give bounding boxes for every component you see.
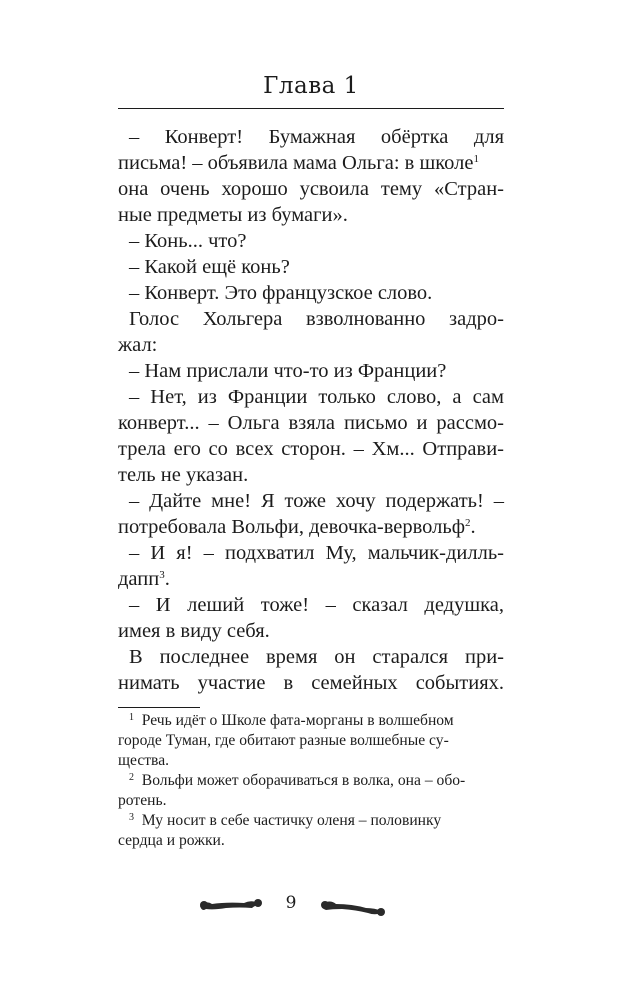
right-ornament-icon <box>318 890 388 920</box>
left-ornament-icon <box>196 890 266 920</box>
footnote-mark: 3 <box>129 812 134 823</box>
text-line-content: жал: <box>118 334 158 356</box>
footnote-line <box>118 731 504 751</box>
text-line <box>118 306 504 332</box>
footnote-ref[interactable]: 1 <box>473 153 479 165</box>
text-line <box>118 176 504 202</box>
text-line-content: дапп <box>118 568 160 590</box>
text-line-content: потребовала Вольфи, девочка-вервольф <box>118 516 466 538</box>
text-line-content: нимать участие в семейных событиях. <box>118 672 504 694</box>
text-line-content: – Конверт. Это французское слово. <box>129 282 433 304</box>
footnote-line <box>118 751 504 771</box>
chapter-title: Глава 1 <box>263 73 359 99</box>
text-line <box>118 540 504 566</box>
text-line-content: – Какой ещё конь? <box>129 256 290 278</box>
text-line <box>118 566 504 592</box>
footnote-line <box>118 711 504 731</box>
text-line-content: – Конь... что? <box>129 230 247 252</box>
footnote-text: городе Туман, где обитают разные волшебные су- <box>118 732 449 749</box>
folio <box>196 890 386 920</box>
text-line-content: – Конверт! Бумажная обёртка для <box>129 126 504 148</box>
text-line-content: В последнее время он старался при- <box>129 646 504 668</box>
text-line-content: – Нет, из Франции только слово, а сам <box>129 386 504 408</box>
footnote-mark: 1 <box>129 712 134 723</box>
text-line <box>118 488 504 514</box>
header-rule <box>118 108 504 109</box>
text-line <box>118 436 504 462</box>
footnote-text: ротень. <box>118 792 167 809</box>
text-line-content: она очень хорошо усвоила тему «Стран- <box>118 178 504 200</box>
text-line <box>118 618 504 644</box>
text-line <box>118 280 504 306</box>
footnote-line <box>118 791 504 811</box>
text-line <box>118 514 504 540</box>
text-line <box>118 332 504 358</box>
text-line <box>118 150 504 176</box>
text-line <box>118 410 504 436</box>
footnote-text: сердца и рожки. <box>118 832 225 849</box>
text-line <box>118 228 504 254</box>
text-line-content: письма! – объявила мама Ольга: в школе <box>118 152 474 174</box>
text-line-content: имея в виду себя. <box>118 620 270 642</box>
footnote-rule <box>118 707 200 708</box>
text-line <box>118 592 504 618</box>
text-line-content: – И я! – подхватил Му, мальчик-дилль- <box>129 542 504 564</box>
footnote-text: щества. <box>118 752 170 769</box>
main-text <box>118 124 504 696</box>
footnote-line <box>118 771 504 791</box>
chapter-header <box>118 72 504 100</box>
text-line-content: – И леший тоже! – сказал дедушка, <box>129 594 504 616</box>
footnote-ref[interactable]: 2 <box>465 517 471 529</box>
text-line-content: – Дайте мне! Я тоже хочу подержать! – <box>129 490 504 512</box>
footnote-line <box>118 831 504 851</box>
text-line-content: Голос Хольгера взволнованно задро- <box>129 308 504 330</box>
text-line <box>118 358 504 384</box>
footnote-text: Му носит в себе частичку оленя – половинку <box>141 812 442 829</box>
text-line <box>118 124 504 150</box>
text-line <box>118 644 504 670</box>
text-line <box>118 670 504 696</box>
footnote-text: Речь идёт о Школе фата-морганы в волшебном <box>141 712 454 729</box>
text-line-content: тель не указан. <box>118 464 249 486</box>
text-line-content: конверт... – Ольга взяла письмо и рассмо- <box>118 412 504 434</box>
page-number: 9 <box>285 893 297 913</box>
trailing-punctuation: . <box>470 516 476 538</box>
footnote-line <box>118 811 504 831</box>
footnote-mark: 2 <box>129 772 134 783</box>
text-line <box>118 462 504 488</box>
footnote-text: Вольфи может оборачиваться в волка, она – обо- <box>141 772 466 789</box>
text-line <box>118 202 504 228</box>
footnotes <box>118 711 504 851</box>
footnote-ref[interactable]: 3 <box>159 569 165 581</box>
text-line <box>118 384 504 410</box>
text-line <box>118 254 504 280</box>
text-line-content: ные предметы из бумаги». <box>118 204 348 226</box>
text-line-content: – Нам прислали что-то из Франции? <box>129 360 447 382</box>
trailing-punctuation: . <box>164 568 170 590</box>
text-line-content: трела его со всех сторон. – Хм... Отправи- <box>118 438 504 460</box>
